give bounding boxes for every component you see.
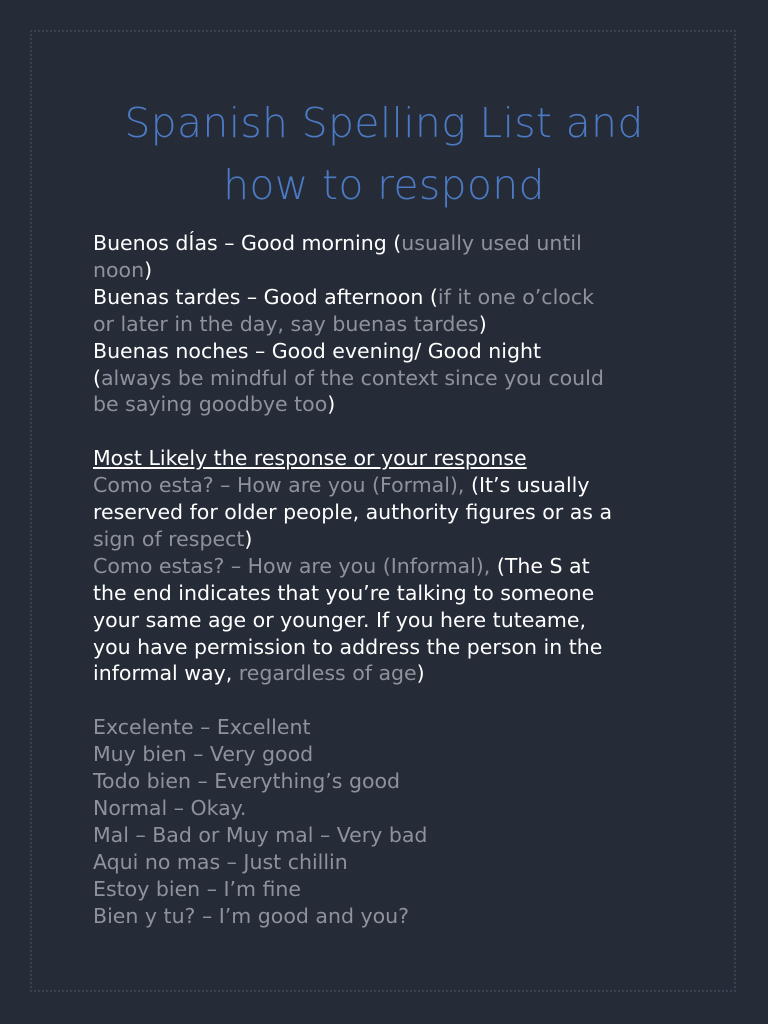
- text-line: [93, 553, 693, 580]
- text-line: [93, 499, 693, 526]
- response-entry: [93, 472, 693, 553]
- greeting-entry: [93, 230, 693, 284]
- gray-text-segment: always be mindful of the context since you could: [101, 365, 604, 390]
- phrase-item: Muy bien – Very good: [93, 742, 314, 767]
- gray-text-segment: if it one o’clock: [437, 284, 594, 309]
- text-line: [93, 284, 693, 311]
- text-line: [93, 580, 693, 607]
- white-text-segment: (The S at: [496, 553, 590, 578]
- phrase-item: Estoy bien – I’m fine: [93, 876, 302, 901]
- white-text-segment: ): [244, 526, 253, 551]
- greetings-section: [93, 230, 693, 418]
- phrase-item: Bien y tu? – I’m good and you?: [93, 903, 410, 928]
- white-text-segment: you have permission to address the person in the: [93, 634, 603, 659]
- text-line: [93, 257, 693, 284]
- gray-text-segment: or later in the day, say buenas tardes: [93, 311, 479, 336]
- text-line: [93, 365, 693, 392]
- greeting-entry: [93, 284, 693, 338]
- white-text-segment: ): [416, 661, 425, 686]
- document-body: [93, 230, 693, 930]
- responses-heading: Most Likely the response or your response: [93, 446, 527, 471]
- phrases-list: [93, 714, 693, 929]
- white-text-segment: ): [478, 311, 487, 336]
- gray-text-segment: regardless of age: [238, 661, 417, 686]
- phrase-item: Mal – Bad or Muy mal – Very bad: [93, 822, 428, 847]
- white-text-segment: Buenos dÍas – Good morning (: [93, 231, 402, 255]
- gray-text-segment: Como estas? – How are you (Informal),: [93, 553, 497, 578]
- text-line: [93, 660, 693, 687]
- title-line-1: Spanish Spelling List and: [124, 99, 644, 147]
- responses-section: [93, 472, 693, 687]
- white-text-segment: Buenas noches – Good evening/ Good night: [93, 338, 541, 363]
- response-entry: [93, 553, 693, 688]
- text-line: [93, 230, 693, 257]
- gray-text-segment: sign of respect: [93, 526, 245, 551]
- text-line: [93, 472, 693, 499]
- white-text-segment: ): [327, 392, 336, 417]
- text-line: [93, 391, 693, 418]
- gray-text-segment: noon: [93, 257, 145, 282]
- white-text-segment: the end indicates that you’re talking to someone: [93, 580, 595, 605]
- text-line: [93, 607, 693, 634]
- text-line: [93, 311, 693, 338]
- gray-text-segment: be saying goodbye too: [93, 392, 328, 417]
- phrase-item: Excelente – Excellent: [93, 715, 311, 740]
- white-text-segment: (: [93, 365, 101, 390]
- phrase-item: Todo bien – Everything’s good: [93, 769, 401, 794]
- spacer: [93, 687, 693, 714]
- white-text-segment: informal way,: [93, 661, 239, 686]
- phrase-item: Aqui no mas – Just chillin: [93, 849, 348, 874]
- page-title: [60, 92, 708, 216]
- text-line: [93, 338, 693, 365]
- text-line: [93, 526, 693, 553]
- title-line-2: how to respond: [223, 161, 545, 209]
- phrase-item: Normal – Okay.: [93, 796, 247, 820]
- gray-text-segment: usually used until: [401, 231, 582, 255]
- text-line: [93, 634, 693, 661]
- white-text-segment: ): [144, 257, 153, 282]
- white-text-segment: reserved for older people, authority figures or as a: [93, 500, 613, 525]
- white-text-segment: (It’s usually: [470, 473, 590, 498]
- greeting-entry: [93, 338, 693, 419]
- gray-text-segment: Como esta? – How are you (Formal),: [93, 473, 471, 498]
- spacer: [93, 418, 693, 445]
- white-text-segment: Buenas tardes – Good afternoon (: [93, 284, 438, 309]
- white-text-segment: your same age or younger. If you here tuteame,: [93, 607, 587, 632]
